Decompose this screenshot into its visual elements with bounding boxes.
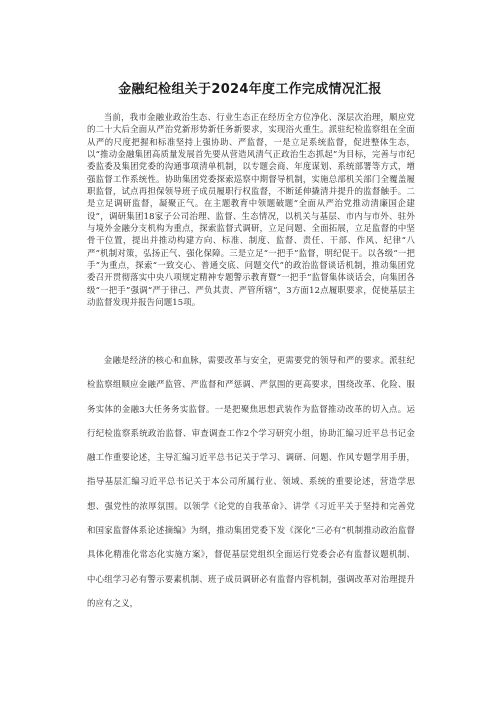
body-paragraph-2: 金融是经济的核心和血脉，需要改革与安全，更需要党的领导和严的要求。派驻纪检监察组顺应金融严监管、严监督和严惩调、严氛围的更高要求，围绕改革、化险、服务实体的金融3大任务务实监督。一是把聚焦思想武装作为监督推动改革的切入点。运行纪检监察系统政治监督、审查调查工作2个学习研究小组，协助汇编习近平总书记金融工作重要论述，主导汇编习近平总书记关于学习、调研、问题、作风专题学用手册，指导基层汇编习近平总书记关于本公司所属行业、领域、系统的重要论述，营造学思想、强党性的浓厚氛围。以领学《论党的自我革命》、讲学《习近平关于坚持和完善党和国家监督体系论述摘编》为纲，推动集团党委下发《深化“三必有”机制推动政治监督具体化精准化常态化实施方案》，督促基层党组织全面运行党委会必有监督议题机制、中心组学习必有警示要素机制、班子成员调研必有监督内容机制，强调改革对治理提升的应有之义， (87, 355, 415, 608)
document-title: 金融纪检组关于2024年度工作完成情况汇报 (118, 82, 382, 97)
body-paragraph-1: 当前，我市金融业政治生态、行业生态正在经历全方位净化、深层次治理，顺应党的二十大后全面从严治党新形势新任务新要求，实现浴火重生。派驻纪检监察组在全面从严的尺度把握和标准坚持上强协助、严监督，一是立足系统监督，促进整体生态，以“推动金融集团高质量发展首先要从营造风清气正政治生态抓起”为目标，完善与市纪委监委及集团党委的沟通事项清单机制，以专题会商、年度谋划、系统部署等方式，增强监督工作系统性。协助集团党委探索巡察中期督导机制，实施总部机关部门全覆盖履职监督，试点再担保领导班子成员履职行权监督，不断延伸撬清并提升的监督触手。二是立足调研监督，凝聚正气。在主题教育中领题破题“全面从严治党推动清廉国企建设”，调研集团18家子公司治理、监督、生态情况，以机关与基层、市内与市外、驻外与境外金融分支机构为重点，探索监督式调研，立足问题、全面拓展，立足监督的中坚骨干位置，提出并推动构建方向、标准、制度、监督、责任、干部、作风、纪律“八严”机制对策，弘扬正气、强化保障。三是立足“一把手”监督，明纪促干。以各级“一把手”为重点，探索“一致交心、普通交底、问题交代”的政治监督谈话机制，推动集团党委召开贯彻落实中央八项规定精神专题警示教育暨“一把手”监督集体谈话会，向集团各级“一把手”强调“严于律己、严负其责、严管所辖”，3方面12点履职要求，促使基层主动监督发现并报告问题15项。 (87, 112, 415, 308)
